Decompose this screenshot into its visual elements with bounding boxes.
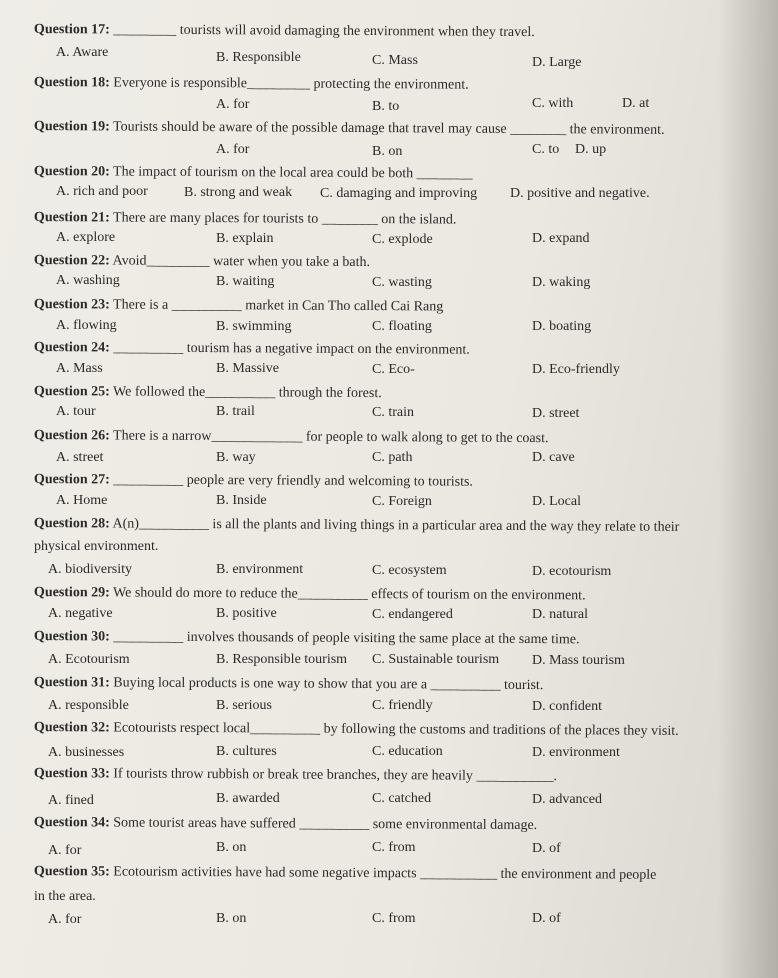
answer-option-a[interactable]: A. explore <box>56 230 116 245</box>
question-stem: _________ tourists will avoid damaging the environment when they travel. <box>109 22 535 41</box>
answer-option-a[interactable]: A. for <box>48 912 82 927</box>
question-29 <box>34 585 586 604</box>
question-35 <box>34 864 657 884</box>
question-27 <box>34 472 473 491</box>
question-23 <box>34 297 443 316</box>
question-stem: __________ tourism has a negative impact on the environment. <box>109 340 470 358</box>
answer-option-c[interactable]: C. Foreign <box>372 494 432 509</box>
question-32 <box>34 720 679 740</box>
answer-option-d[interactable]: D. street <box>532 406 580 421</box>
question-stem: __________ people are very friendly and welcoming to tourists. <box>109 472 473 490</box>
answer-option-b[interactable]: B. Responsible <box>216 50 301 65</box>
question-30 <box>34 629 580 648</box>
answer-option-d[interactable]: D. positive and negative. <box>510 186 650 201</box>
question-34 <box>34 815 537 834</box>
question-stem: A(n)__________ is all the plants and living things in a particular area and the way they relate to their <box>109 516 680 535</box>
question-continuation: physical environment. <box>34 539 159 554</box>
answer-option-b[interactable]: B. positive <box>216 606 277 621</box>
question-label: Question 32: <box>33 720 110 736</box>
question-stem: Some tourist areas have suffered __________ some environmental damage. <box>109 815 538 834</box>
question-stem: If tourists throw rubbish or break tree branches, they are heavily ___________. <box>109 766 557 785</box>
answer-option-a[interactable]: A. flowing <box>56 318 117 333</box>
question-label: Question 31: <box>33 675 110 691</box>
question-label: Question 20: <box>33 164 110 180</box>
answer-option-a[interactable]: A. washing <box>56 273 120 288</box>
question-24 <box>34 340 470 359</box>
answer-option-a[interactable]: A. tour <box>56 404 96 419</box>
answer-option-d[interactable]: D. at <box>622 96 650 111</box>
question-label: Question 33: <box>33 766 110 782</box>
question-stem: Avoid_________ water when you take a bath. <box>109 253 371 271</box>
question-20 <box>34 164 473 183</box>
answer-option-b[interactable]: B. way <box>216 450 256 465</box>
question-28 <box>34 516 680 536</box>
question-label: Question 23: <box>33 297 110 313</box>
answer-option-d[interactable]: D. Large <box>532 55 582 70</box>
answer-option-c[interactable]: C. wasting <box>372 275 432 290</box>
question-33 <box>34 766 557 785</box>
answer-option-d[interactable]: D. of <box>532 841 561 856</box>
question-stem: There is a narrow_____________ for people to walk along to get to the coast. <box>109 428 549 447</box>
answer-option-c[interactable]: C. with <box>532 96 574 111</box>
answer-option-a[interactable]: A. for <box>216 142 250 157</box>
question-stem: Everyone is responsible_________ protecting the environment. <box>109 75 469 93</box>
answer-option-c[interactable]: C. Mass <box>372 53 418 68</box>
answer-option-b[interactable]: B. on <box>216 911 247 926</box>
answer-option-b[interactable]: B. cultures <box>216 744 277 759</box>
question-stem: There is a __________ market in Can Tho called Cai Rang <box>109 297 444 315</box>
answer-option-c[interactable]: C. ecosystem <box>372 563 447 578</box>
question-label: Question 26: <box>33 428 110 444</box>
answer-option-a[interactable]: A. for <box>48 843 82 858</box>
answer-option-d[interactable]: D. confident <box>532 699 602 714</box>
answer-option-b[interactable]: B. swimming <box>216 319 292 334</box>
question-continuation: in the area. <box>34 889 96 904</box>
question-19 <box>34 119 665 139</box>
question-17 <box>34 22 535 41</box>
question-stem: There are many places for tourists to ________ on the island. <box>109 210 457 228</box>
answer-option-a[interactable]: A. Aware <box>56 45 109 60</box>
answer-option-d[interactable]: D. up <box>575 142 607 157</box>
answer-option-a[interactable]: A. fined <box>48 793 94 808</box>
answer-option-b[interactable]: B. serious <box>216 698 272 713</box>
answer-option-a[interactable]: A. responsible <box>48 698 129 713</box>
answer-option-c[interactable]: C. endangered <box>372 607 453 622</box>
question-25 <box>34 384 382 402</box>
question-label: Question 35: <box>33 864 110 880</box>
answer-option-b[interactable]: B. to <box>372 99 400 114</box>
answer-option-b[interactable]: B. awarded <box>216 791 280 806</box>
answer-option-c[interactable]: C. from <box>372 911 416 926</box>
answer-option-b[interactable]: B. waiting <box>216 274 275 289</box>
answer-option-c[interactable]: C. catched <box>372 791 432 806</box>
question-label: Question 34: <box>33 815 110 831</box>
answer-option-d[interactable]: D. boating <box>532 319 592 334</box>
answer-option-b[interactable]: B. on <box>216 840 247 855</box>
answer-option-b[interactable]: B. Inside <box>216 493 267 508</box>
answer-option-a[interactable]: A. Home <box>56 493 108 508</box>
answer-option-d[interactable]: D. ecotourism <box>532 564 612 579</box>
question-label: Question 30: <box>33 629 110 645</box>
question-label: Question 18: <box>33 75 110 91</box>
question-18 <box>34 75 469 94</box>
answer-option-c[interactable]: C. friendly <box>372 698 433 713</box>
answer-option-c[interactable]: C. Sustainable tourism <box>372 652 500 667</box>
answer-option-b[interactable]: B. trail <box>216 404 255 419</box>
question-stem: Tourists should be aware of the possible damage that travel may cause ________ the environment. <box>109 119 665 138</box>
question-stem: Buying local products is one way to show that you are a __________ tourist. <box>109 675 544 694</box>
question-stem: Ecotourism activities have had some negative impacts ___________ the environment and people <box>109 864 657 883</box>
question-label: Question 17: <box>33 22 110 38</box>
question-label: Question 25: <box>33 384 110 400</box>
answer-option-b[interactable]: B. Responsible tourism <box>216 652 348 667</box>
answer-option-b[interactable]: B. strong and weak <box>184 185 293 200</box>
answer-option-a[interactable]: A. street <box>56 450 104 465</box>
answer-option-d[interactable]: D. advanced <box>532 792 602 807</box>
answer-option-a[interactable]: A. businesses <box>48 745 125 760</box>
question-stem: __________ involves thousands of people visiting the same place at the same time. <box>109 629 580 648</box>
answer-option-d[interactable]: D. Eco-friendly <box>532 362 620 377</box>
page-shadow <box>718 0 778 978</box>
question-stem: Ecotourists respect local__________ by following the customs and traditions of the places they visit. <box>109 720 679 739</box>
answer-option-a[interactable]: A. Ecotourism <box>48 652 130 667</box>
question-stem: We should do more to reduce the__________ effects of tourism on the environment. <box>109 585 586 604</box>
answer-option-b[interactable]: B. Massive <box>216 361 279 376</box>
answer-option-a[interactable]: A. biodiversity <box>48 562 132 577</box>
answer-option-d[interactable]: D. Local <box>532 494 581 509</box>
answer-option-d[interactable]: D. Mass tourism <box>532 653 625 668</box>
answer-option-d[interactable]: D. expand <box>532 231 590 246</box>
answer-option-c[interactable]: C. explode <box>372 232 433 247</box>
answer-option-c[interactable]: C. train <box>372 405 414 420</box>
question-label: Question 24: <box>33 340 110 356</box>
question-31 <box>34 675 543 694</box>
answer-option-d[interactable]: D. environment <box>532 745 620 760</box>
answer-option-b[interactable]: B. explain <box>216 231 274 246</box>
answer-option-b[interactable]: B. on <box>372 144 403 159</box>
answer-option-b[interactable]: B. environment <box>216 562 304 577</box>
answer-option-a[interactable]: A. for <box>216 97 250 112</box>
question-label: Question 29: <box>33 585 110 601</box>
answer-option-c[interactable]: C. Eco- <box>372 362 415 377</box>
question-label: Question 22: <box>33 253 110 269</box>
answer-option-c[interactable]: C. damaging and improving <box>320 186 478 201</box>
answer-option-a[interactable]: A. rich and poor <box>56 184 148 199</box>
question-label: Question 28: <box>33 516 110 532</box>
question-label: Question 27: <box>33 472 110 488</box>
answer-option-d[interactable]: D. cave <box>532 450 575 465</box>
question-label: Question 21: <box>33 210 110 226</box>
answer-option-c[interactable]: C. from <box>372 840 416 855</box>
answer-option-d[interactable]: D. natural <box>532 607 588 622</box>
answer-option-a[interactable]: A. Mass <box>56 361 103 376</box>
question-label: Question 19: <box>33 119 110 135</box>
answer-option-a[interactable]: A. negative <box>48 606 113 621</box>
answer-option-d[interactable]: D. of <box>532 911 561 926</box>
answer-option-c[interactable]: C. floating <box>372 319 432 334</box>
question-stem: We followed the__________ through the forest. <box>109 384 382 402</box>
question-21 <box>34 210 456 229</box>
question-26 <box>34 428 549 447</box>
question-stem: The impact of tourism on the local area could be both ________ <box>109 164 473 182</box>
answer-option-c[interactable]: C. to <box>532 142 560 157</box>
answer-option-c[interactable]: C. education <box>372 744 443 759</box>
question-22 <box>34 253 370 271</box>
answer-option-d[interactable]: D. waking <box>532 275 591 290</box>
answer-option-c[interactable]: C. path <box>372 450 413 465</box>
